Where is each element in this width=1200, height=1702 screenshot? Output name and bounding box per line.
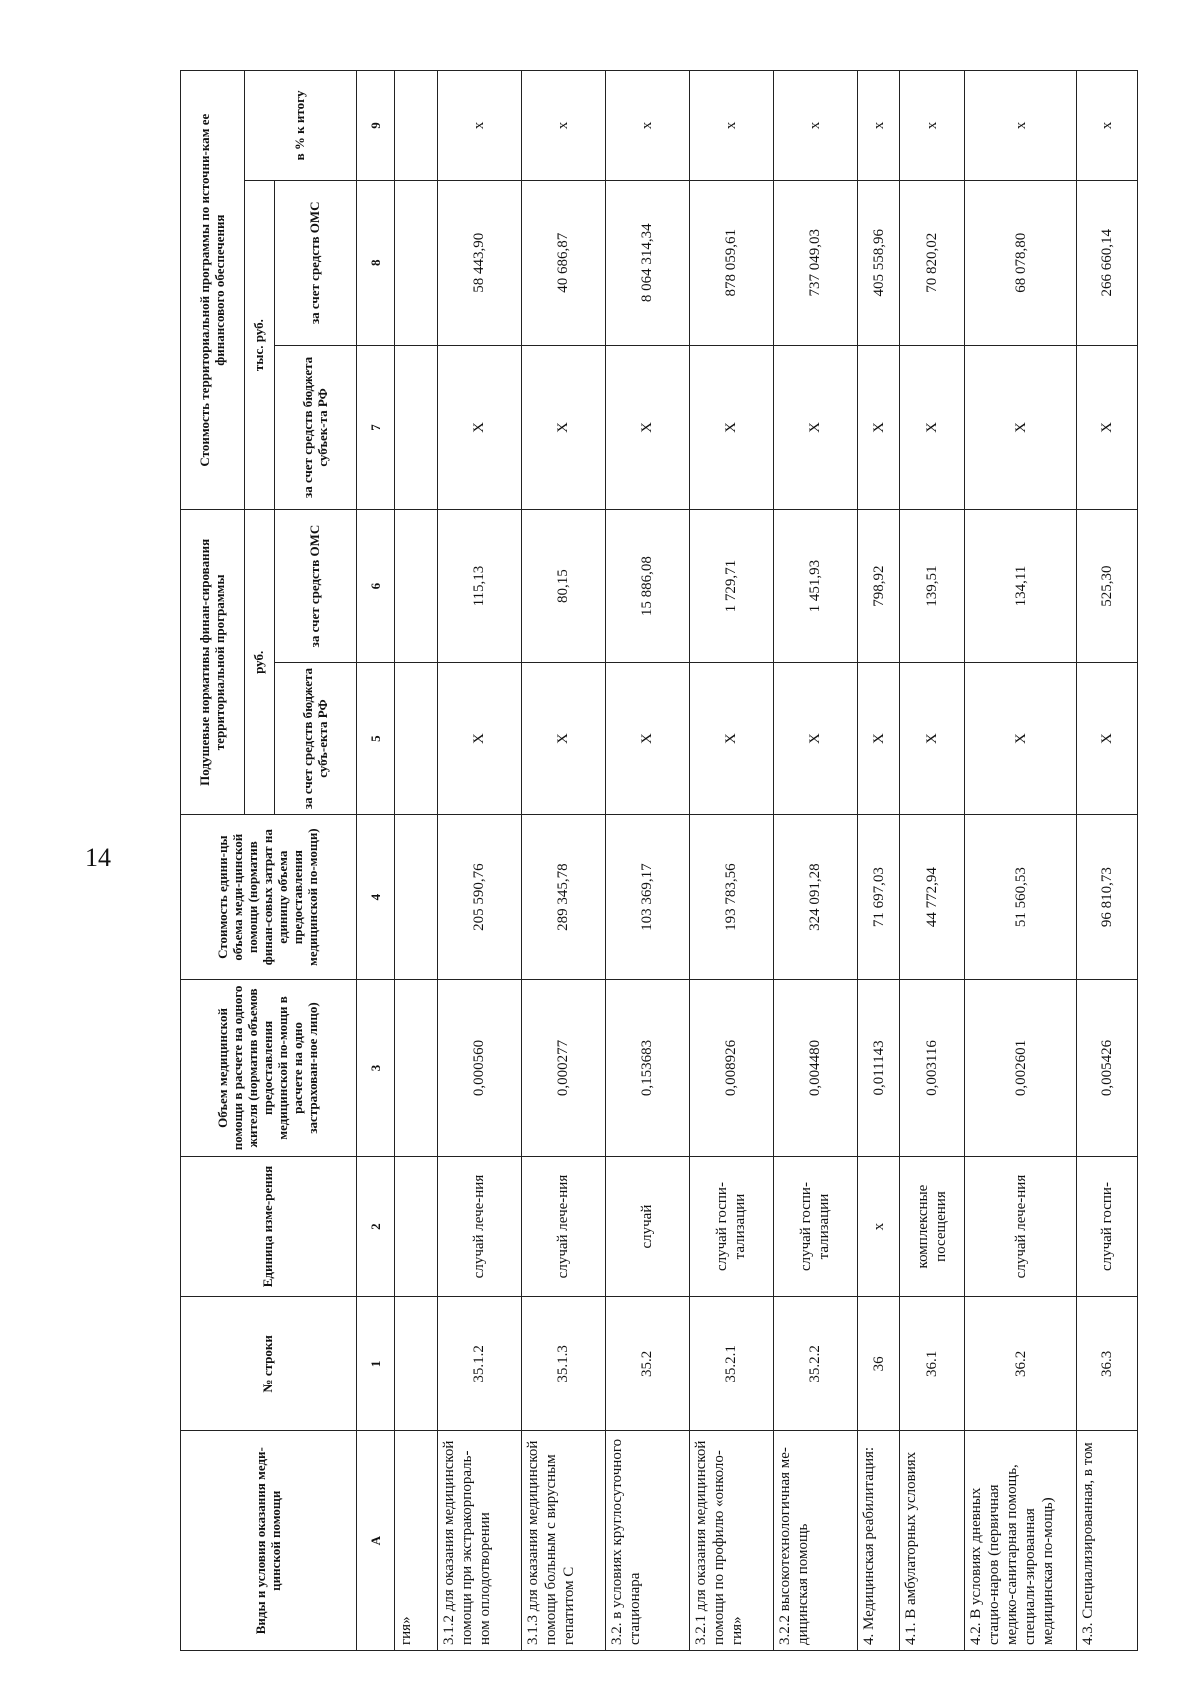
header-col-2: Единица изме-рения — [181, 1156, 357, 1296]
cost-oms-cell: 878 059,61 — [689, 180, 773, 345]
unit-cell: случай лече-ния — [437, 1156, 521, 1296]
table-row — [521, 71, 605, 1651]
column-number: А — [357, 1431, 395, 1651]
row-name-cell: 3.1.2 для оказания медицинской помощи при экстракорпораль-ном оплодотворении — [437, 1431, 521, 1651]
column-number: 7 — [357, 345, 395, 510]
unit-cost-cell: 51 560,53 — [965, 815, 1077, 980]
per-capita-budget-cell: X — [605, 662, 689, 815]
per-capita-oms-cell: 115,13 — [437, 510, 521, 663]
cost-budget-cell: X — [437, 345, 521, 510]
financing-table — [180, 70, 1138, 1651]
per-capita-budget-cell — [395, 662, 438, 815]
volume-cell: 0,004480 — [773, 980, 857, 1157]
volume-cell: 0,000560 — [437, 980, 521, 1157]
table-row — [900, 71, 965, 1651]
column-number: 8 — [357, 180, 395, 345]
per-capita-oms-cell: 525,30 — [1077, 510, 1138, 663]
header-col-a: Виды и условия оказания меди-цинской помощи — [181, 1431, 357, 1651]
unit-cost-cell: 205 590,76 — [437, 815, 521, 980]
percent-total-cell: x — [521, 71, 605, 181]
per-capita-budget-cell: X — [437, 662, 521, 815]
unit-cell: случай госпи-тализации — [773, 1156, 857, 1296]
cost-budget-cell: X — [900, 345, 965, 510]
header-col-8: за счет средств ОМС — [275, 180, 357, 345]
header-group-cost: Стоимость территориальной программы по источни-кам ее финансового обеспечения — [181, 71, 245, 510]
percent-total-cell: x — [437, 71, 521, 181]
volume-cell: 0,011143 — [857, 980, 900, 1157]
row-name-cell: 4.1. В амбулаторных условиях — [900, 1431, 965, 1651]
cost-oms-cell: 266 660,14 — [1077, 180, 1138, 345]
table-row — [437, 71, 521, 1651]
unit-cell: случай лече-ния — [521, 1156, 605, 1296]
table-row — [965, 71, 1077, 1651]
per-capita-budget-cell: X — [965, 662, 1077, 815]
per-capita-budget-cell: X — [689, 662, 773, 815]
row-name-cell: 3.2.1 для оказания медицинской помощи по профилю «онколо-гия» — [689, 1431, 773, 1651]
row-name-cell: 3.2. в условиях круглосуточного стационара — [605, 1431, 689, 1651]
rotated-table-container — [180, 70, 1138, 1651]
row-number-cell: 35.2 — [605, 1297, 689, 1431]
unit-cost-cell: 71 697,03 — [857, 815, 900, 980]
cost-oms-cell: 8 064 314,34 — [605, 180, 689, 345]
header-tys-rub: тыс. руб. — [245, 180, 275, 509]
unit-cost-cell: 96 810,73 — [1077, 815, 1138, 980]
per-capita-oms-cell: 80,15 — [521, 510, 605, 663]
percent-total-cell: x — [605, 71, 689, 181]
column-number: 2 — [357, 1156, 395, 1296]
percent-total-cell: x — [773, 71, 857, 181]
row-number-cell: 35.1.3 — [521, 1297, 605, 1431]
per-capita-budget-cell: X — [521, 662, 605, 815]
percent-total-cell: x — [689, 71, 773, 181]
per-capita-oms-cell: 1 729,71 — [689, 510, 773, 663]
row-name-cell: 4.3. Специализированная, в том — [1077, 1431, 1138, 1651]
header-col-7: за счет средств бюджета субъек-та РФ — [275, 345, 357, 510]
volume-cell: 0,153683 — [605, 980, 689, 1157]
header-col-9: в % к итогу — [245, 71, 357, 181]
cost-budget-cell: X — [521, 345, 605, 510]
header-group-norm: Подушевые нормативы финан-сирования территориальной программы — [181, 510, 245, 815]
column-number-row — [357, 71, 395, 1651]
cost-budget-cell: X — [605, 345, 689, 510]
header-col-1: № строки — [181, 1297, 357, 1431]
volume-cell: 0,003116 — [900, 980, 965, 1157]
header-col-4: Стоимость едини-цы объема меди-цинской помощи (норматив финан-совых затрат на единицу объема предоставления медицинской по-мощи) — [181, 815, 357, 980]
cost-budget-cell — [395, 345, 438, 510]
volume-cell — [395, 980, 438, 1157]
cost-budget-cell: X — [689, 345, 773, 510]
volume-cell: 0,005426 — [1077, 980, 1138, 1157]
column-number: 4 — [357, 815, 395, 980]
unit-cell: случай госпи- — [1077, 1156, 1138, 1296]
column-number: 1 — [357, 1297, 395, 1431]
cost-oms-cell — [395, 180, 438, 345]
unit-cell: случай лече-ния — [965, 1156, 1077, 1296]
header-col-5: за счет средств бюджета субъ-екта РФ — [275, 662, 357, 815]
table-row — [605, 71, 689, 1651]
column-number: 9 — [357, 71, 395, 181]
unit-cell — [395, 1156, 438, 1296]
row-name-cell: 3.2.2 высокотехнологичная ме-дицинская помощь — [773, 1431, 857, 1651]
volume-cell: 0,002601 — [965, 980, 1077, 1157]
row-number-cell: 36.2 — [965, 1297, 1077, 1431]
page-number: 14 — [85, 843, 111, 872]
percent-total-cell: x — [900, 71, 965, 181]
row-number-cell: 36.1 — [900, 1297, 965, 1431]
table-row — [395, 71, 438, 1651]
per-capita-budget-cell: X — [773, 662, 857, 815]
cost-oms-cell: 737 049,03 — [773, 180, 857, 345]
volume-cell: 0,000277 — [521, 980, 605, 1157]
per-capita-oms-cell: 1 451,93 — [773, 510, 857, 663]
cost-oms-cell: 40 686,87 — [521, 180, 605, 345]
header-col-6: за счет средств ОМС — [275, 510, 357, 663]
unit-cost-cell: 289 345,78 — [521, 815, 605, 980]
column-number: 3 — [357, 980, 395, 1157]
row-name-cell: 4.2. В условиях дневных стацио-наров (первичная медико-санитарная помощь, специали-зированная медицинская по-мощь) — [965, 1431, 1077, 1651]
table-row — [689, 71, 773, 1651]
percent-total-cell — [395, 71, 438, 181]
unit-cost-cell — [395, 815, 438, 980]
per-capita-oms-cell: 798,92 — [857, 510, 900, 663]
column-number: 5 — [357, 662, 395, 815]
per-capita-budget-cell: X — [1077, 662, 1138, 815]
unit-cell: случай госпи-тализации — [689, 1156, 773, 1296]
per-capita-oms-cell: 134,11 — [965, 510, 1077, 663]
row-name-cell: гия» — [395, 1431, 438, 1651]
cost-oms-cell: 68 078,80 — [965, 180, 1077, 345]
percent-total-cell: x — [857, 71, 900, 181]
table-row — [1077, 71, 1138, 1651]
per-capita-budget-cell: X — [857, 662, 900, 815]
cost-oms-cell: 58 443,90 — [437, 180, 521, 345]
volume-cell: 0,008926 — [689, 980, 773, 1157]
table-row — [773, 71, 857, 1651]
cost-budget-cell: X — [773, 345, 857, 510]
unit-cell: x — [857, 1156, 900, 1296]
unit-cost-cell: 324 091,28 — [773, 815, 857, 980]
row-number-cell — [395, 1297, 438, 1431]
row-number-cell: 35.2.1 — [689, 1297, 773, 1431]
unit-cell: случай — [605, 1156, 689, 1296]
row-name-cell: 4. Медицинская реабилитация: — [857, 1431, 900, 1651]
column-number: 6 — [357, 510, 395, 663]
per-capita-oms-cell: 15 886,08 — [605, 510, 689, 663]
cost-budget-cell: X — [965, 345, 1077, 510]
row-name-cell: 3.1.3 для оказания медицинской помощи больным с вирусным гепатитом С — [521, 1431, 605, 1651]
cost-budget-cell: X — [857, 345, 900, 510]
table-row — [857, 71, 900, 1651]
header-rub: руб. — [245, 510, 275, 815]
header-col-3: Объем медицинской помощи в расчете на одного жителя (норматив объемов предоставления медицинской по-мощи в расчете на одно застрахован-ное лицо) — [181, 980, 357, 1157]
table-body — [395, 71, 1138, 1651]
per-capita-oms-cell — [395, 510, 438, 663]
row-number-cell: 36.3 — [1077, 1297, 1138, 1431]
unit-cell: комплексные посещения — [900, 1156, 965, 1296]
percent-total-cell: x — [965, 71, 1077, 181]
row-number-cell: 36 — [857, 1297, 900, 1431]
cost-oms-cell: 70 820,02 — [900, 180, 965, 345]
per-capita-budget-cell: X — [900, 662, 965, 815]
cost-oms-cell: 405 558,96 — [857, 180, 900, 345]
unit-cost-cell: 103 369,17 — [605, 815, 689, 980]
row-number-cell: 35.1.2 — [437, 1297, 521, 1431]
unit-cost-cell: 44 772,94 — [900, 815, 965, 980]
percent-total-cell: x — [1077, 71, 1138, 181]
per-capita-oms-cell: 139,51 — [900, 510, 965, 663]
row-number-cell: 35.2.2 — [773, 1297, 857, 1431]
cost-budget-cell: X — [1077, 345, 1138, 510]
unit-cost-cell: 193 783,56 — [689, 815, 773, 980]
